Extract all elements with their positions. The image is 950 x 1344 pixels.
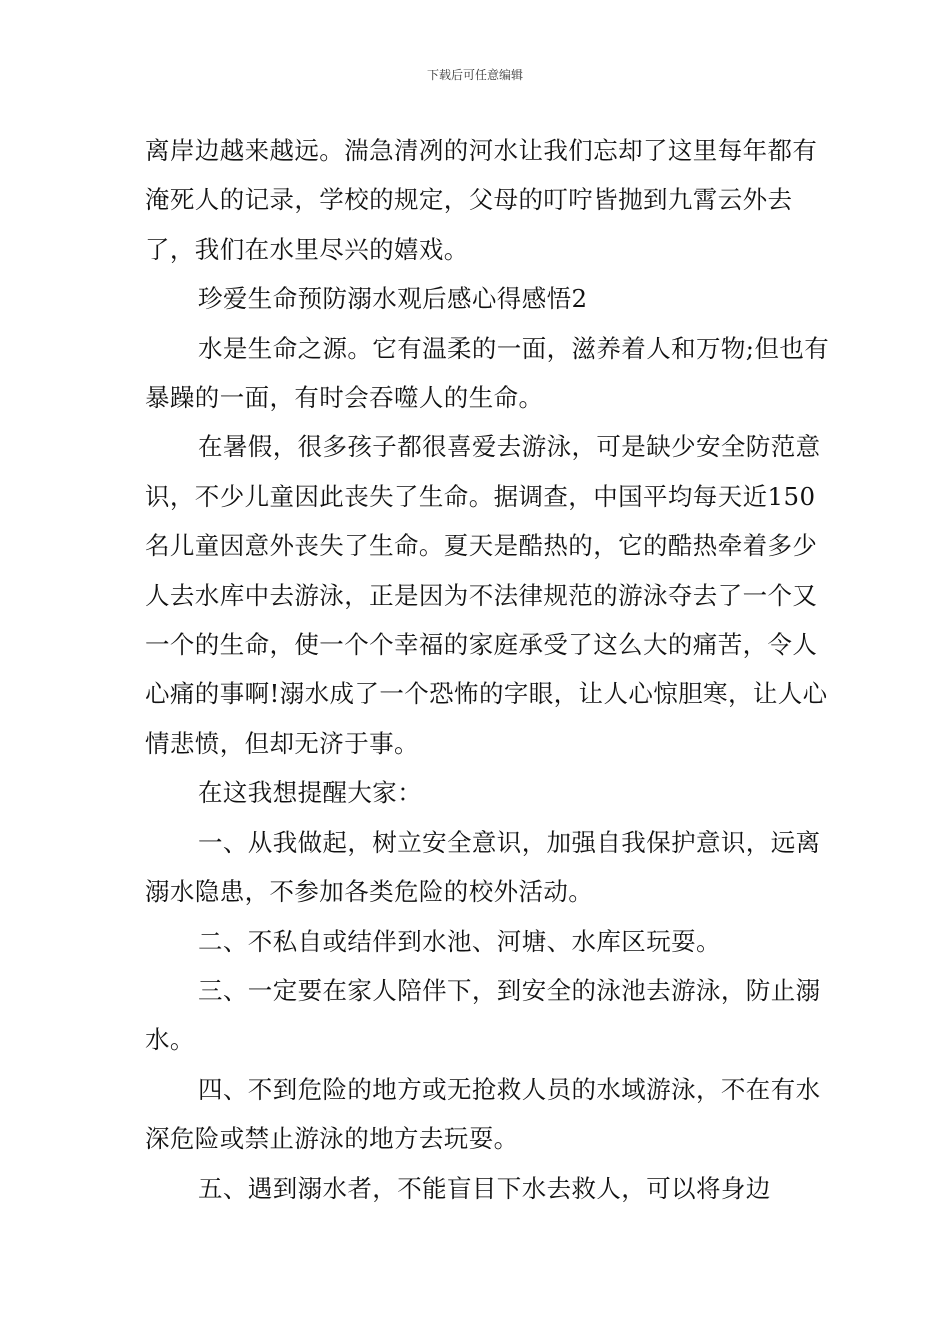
paragraph: 在这我想提醒大家： xyxy=(198,778,423,808)
list-item: 三、一定要在家人陪伴下，到安全的泳池去游泳，防止溺水。 xyxy=(145,975,821,1055)
paragraph: 在暑假，很多孩子都很喜爱去游泳，可是缺少安全防范意识，不少儿童因此丧失了生命。据调查，中国平均每天近150名儿童因意外丧失了生命。夏天是酷热的，它的酷热牵着多少人去水库中去游泳，正是因为不法律规范的游泳夺去了一个又一个的生命，使一个个幸福的家庭承受了这么大的痛苦，令人心痛的事啊!溺水成了一个恐怖的字眼，让人心惊胆寒，让人心情悲愤，但却无济于事。 xyxy=(145,432,828,758)
list-item: 二、不私自或结伴到水池、河塘、水库区玩耍。 xyxy=(198,926,721,956)
section-heading: 珍爱生命预防溺水观后感心得感悟2 xyxy=(198,284,588,314)
list-item: 四、不到危险的地方或无抢救人员的水域游泳，不在有水深危险或禁止游泳的地方去玩耍。 xyxy=(145,1074,821,1154)
paragraph: 离岸边越来越远。湍急清冽的河水让我们忘却了这里每年都有淹死人的记录，学校的规定，父母的叮咛皆抛到九霄云外去了，我们在水里尽兴的嬉戏。 xyxy=(145,136,818,264)
paragraph: 水是生命之源。它有温柔的一面，滋养着人和万物;但也有暴躁的一面，有时会吞噬人的生命。 xyxy=(145,333,830,413)
document-body xyxy=(145,126,830,1213)
page-header: 下载后可任意编辑 xyxy=(426,68,523,82)
list-item: 五、遇到溺水者，不能盲目下水去救人，可以将身边 xyxy=(198,1173,771,1203)
list-item: 一、从我做起，树立安全意识，加强自我保护意识，远离溺水隐患，不参加各类危险的校外活动。 xyxy=(145,827,821,907)
